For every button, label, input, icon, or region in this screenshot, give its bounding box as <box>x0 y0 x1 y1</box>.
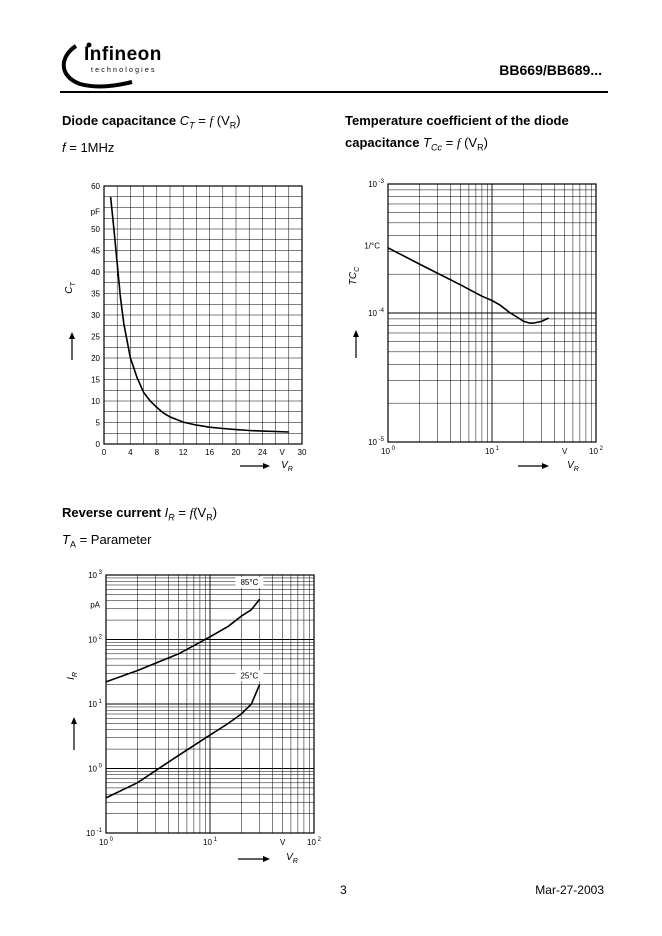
cap-x-tick-label: V <box>279 448 285 457</box>
cap-y-tick-label: 15 <box>91 375 100 385</box>
cap-x-axis-label-text: $V_R$ <box>281 460 293 473</box>
cap-y-tick-label: 10 <box>91 397 100 406</box>
part-number: BB669/BB689... <box>499 62 602 78</box>
tc-y-axis-label-text: $TC_C$ <box>348 266 361 286</box>
logo-text: Infineon <box>84 44 162 65</box>
capacitance-title: Diode capacitance $C_T = f$ $(V_R)$ f = 1MHz <box>62 113 241 155</box>
ir-x-tick-label: 10 $^0$ <box>99 837 113 847</box>
cap-y-tick-label: 25 <box>91 332 100 342</box>
tc-y-tick-label: 10 $^{-3}$ <box>368 179 384 189</box>
cap-y-tick-label: pF <box>90 207 100 217</box>
cap-y-tick-label: 35 <box>91 289 100 299</box>
cap-x-tick-label: 4 <box>128 448 133 457</box>
cap-y-tick-label: 5 <box>95 418 100 428</box>
ir-series-label-1: 25°C <box>240 671 259 681</box>
page-number: 3 <box>340 883 347 897</box>
tc-x-axis-label-text: $V_R$ <box>567 460 579 473</box>
cap-x-tick-label: 0 <box>101 448 107 457</box>
ir-y-axis-label <box>66 672 79 680</box>
cap-x-tick-label: 12 <box>178 448 188 457</box>
ir-series-line-1 <box>106 685 260 798</box>
ir-x-arrow-head <box>263 856 270 862</box>
tc-x-tick-label: 10 $^0$ <box>381 446 395 456</box>
cap-x-tick-label: 30 <box>297 448 307 457</box>
ir-x-axis-label-text: $V_R$ <box>286 852 298 865</box>
cap-x-tick-label: 20 <box>231 448 241 457</box>
cap-x-tick-label: 24 <box>257 448 267 457</box>
ir-series-label-0: 85°C <box>240 577 259 587</box>
logo-subtext: technologies <box>91 67 157 74</box>
cap-y-tick-label: 20 <box>91 354 100 363</box>
ir-series-line-0 <box>106 599 260 682</box>
ir-x-tick-label: 10 $^2$ <box>307 837 321 847</box>
footer-date: Mar-27-2003 <box>535 883 604 897</box>
cap-y-tick-label: 45 <box>91 246 100 256</box>
ir-x-tick-label: V <box>280 838 286 847</box>
cap-y-tick-label: 60 <box>91 182 100 191</box>
tc-x-tick-label: 10 $^1$ <box>485 446 499 456</box>
cap-x-tick-label: 16 <box>205 448 215 457</box>
ir-y-tick-label: 10 $^{-1}$ <box>86 828 102 838</box>
cap-y-axis-label-text: $C_T$ <box>64 282 77 294</box>
ir-y-arrow-head <box>71 717 77 724</box>
temp-coeff-title: Temperature coefficient of the diode capacitance $T_{Cc} = f$ $(V_R)$ <box>345 113 569 153</box>
ir-x-tick-label: 10 $^1$ <box>203 837 217 847</box>
ir-y-axis-label-text: $I_R$ <box>66 672 79 680</box>
ir-y-unit-label: pA <box>90 600 100 610</box>
cap-y-tick-label: 30 <box>91 311 100 320</box>
tc-x-tick-label: 10 $^2$ <box>589 446 603 456</box>
reverse-current-title: Reverse current $I_R = f(V_R)$ $T_A$ = Parameter <box>62 505 218 550</box>
ir-y-tick-label: 10 $^1$ <box>88 699 102 709</box>
cap-y-tick-label: 0 <box>95 440 100 449</box>
cap-x-tick-label: 8 <box>154 448 160 457</box>
ir-x-axis-label <box>286 852 298 865</box>
cap-y-tick-label: 50 <box>91 225 100 234</box>
tc-y-tick-label: 10 $^{-4}$ <box>368 308 384 318</box>
tc-y-unit-label: 1/°C <box>364 241 380 251</box>
cap-y-tick-label: 40 <box>91 268 100 277</box>
tc-x-tick-label: V <box>562 447 568 456</box>
tc-y-tick-label: 10 $^{-5}$ <box>368 437 384 447</box>
ir-y-tick-label: 10 $^3$ <box>88 570 102 580</box>
ir-y-tick-label: 10 $^2$ <box>88 634 102 645</box>
ir-y-tick-label: 10 $^0$ <box>88 763 102 774</box>
